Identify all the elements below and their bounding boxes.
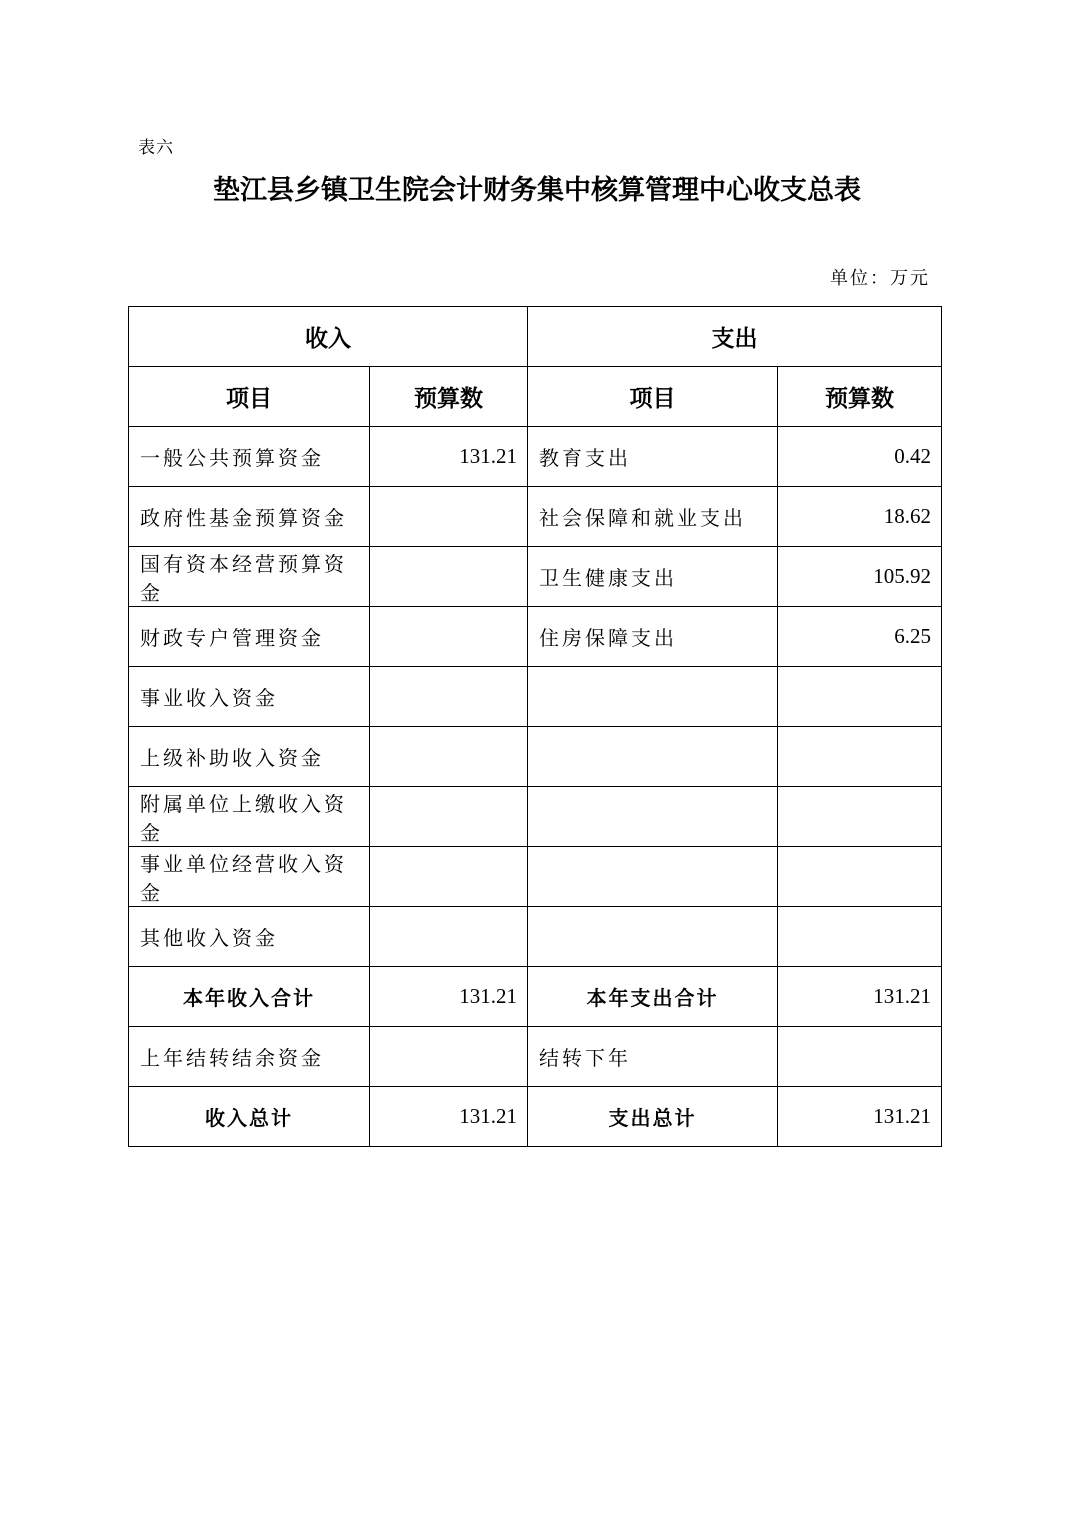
expense-value <box>778 787 942 847</box>
year-total-row <box>129 967 942 1027</box>
expense-item: 教育支出 <box>528 427 778 487</box>
income-item-col-header: 项目 <box>129 367 370 427</box>
page-title: 垫江县乡镇卫生院会计财务集中核算管理中心收支总表 <box>213 175 861 206</box>
table-row <box>129 547 942 607</box>
column-header-row <box>129 367 942 427</box>
year-income-total-label: 本年收入合计 <box>129 967 370 1027</box>
carry-over-row <box>129 1027 942 1087</box>
grand-total-row <box>129 1087 942 1147</box>
income-item: 国有资本经营预算资金 <box>129 547 370 607</box>
expense-item: 卫生健康支出 <box>528 547 778 607</box>
expense-value: 0.42 <box>778 427 942 487</box>
total-income-label: 收入总计 <box>129 1087 370 1147</box>
income-item: 政府性基金预算资金 <box>129 487 370 547</box>
table-number-label: 表六 <box>138 138 174 158</box>
income-item: 一般公共预算资金 <box>129 427 370 487</box>
expense-value <box>778 727 942 787</box>
income-item: 其他收入资金 <box>129 907 370 967</box>
income-item: 事业收入资金 <box>129 667 370 727</box>
income-value <box>370 847 528 907</box>
income-expense-table <box>128 306 942 1147</box>
expense-value <box>778 667 942 727</box>
unit-label: 单位：万元 <box>830 268 930 289</box>
expense-value <box>778 847 942 907</box>
table-row <box>129 487 942 547</box>
income-value <box>370 607 528 667</box>
income-item: 上级补助收入资金 <box>129 727 370 787</box>
expense-item <box>528 727 778 787</box>
table-row <box>129 847 942 907</box>
expense-value: 6.25 <box>778 607 942 667</box>
expense-item: 社会保障和就业支出 <box>528 487 778 547</box>
carry-in-label: 上年结转结余资金 <box>129 1027 370 1087</box>
section-header-row <box>129 307 942 367</box>
year-expense-total-value: 131.21 <box>778 967 942 1027</box>
carry-out-value <box>778 1027 942 1087</box>
table-row <box>129 727 942 787</box>
table-row <box>129 787 942 847</box>
expense-value: 105.92 <box>778 547 942 607</box>
expense-item <box>528 847 778 907</box>
table-row <box>129 607 942 667</box>
expense-value <box>778 907 942 967</box>
expense-value: 18.62 <box>778 487 942 547</box>
expense-item: 住房保障支出 <box>528 607 778 667</box>
income-header: 收入 <box>129 307 528 367</box>
income-value <box>370 727 528 787</box>
income-value: 131.21 <box>370 427 528 487</box>
income-value <box>370 487 528 547</box>
carry-out-label: 结转下年 <box>528 1027 778 1087</box>
income-item: 财政专户管理资金 <box>129 607 370 667</box>
total-expense-label: 支出总计 <box>528 1087 778 1147</box>
table-row <box>129 427 942 487</box>
table-row <box>129 907 942 967</box>
table-row <box>129 667 942 727</box>
income-item: 附属单位上缴收入资金 <box>129 787 370 847</box>
expense-budget-col-header: 预算数 <box>778 367 942 427</box>
income-value <box>370 547 528 607</box>
expense-header: 支出 <box>528 307 942 367</box>
total-expense-value: 131.21 <box>778 1087 942 1147</box>
income-item: 事业单位经营收入资金 <box>129 847 370 907</box>
income-value <box>370 907 528 967</box>
expense-item <box>528 787 778 847</box>
expense-item <box>528 667 778 727</box>
expense-item-col-header: 项目 <box>528 367 778 427</box>
income-value <box>370 787 528 847</box>
year-expense-total-label: 本年支出合计 <box>528 967 778 1027</box>
carry-in-value <box>370 1027 528 1087</box>
income-value <box>370 667 528 727</box>
total-income-value: 131.21 <box>370 1087 528 1147</box>
expense-item <box>528 907 778 967</box>
year-income-total-value: 131.21 <box>370 967 528 1027</box>
income-budget-col-header: 预算数 <box>370 367 528 427</box>
